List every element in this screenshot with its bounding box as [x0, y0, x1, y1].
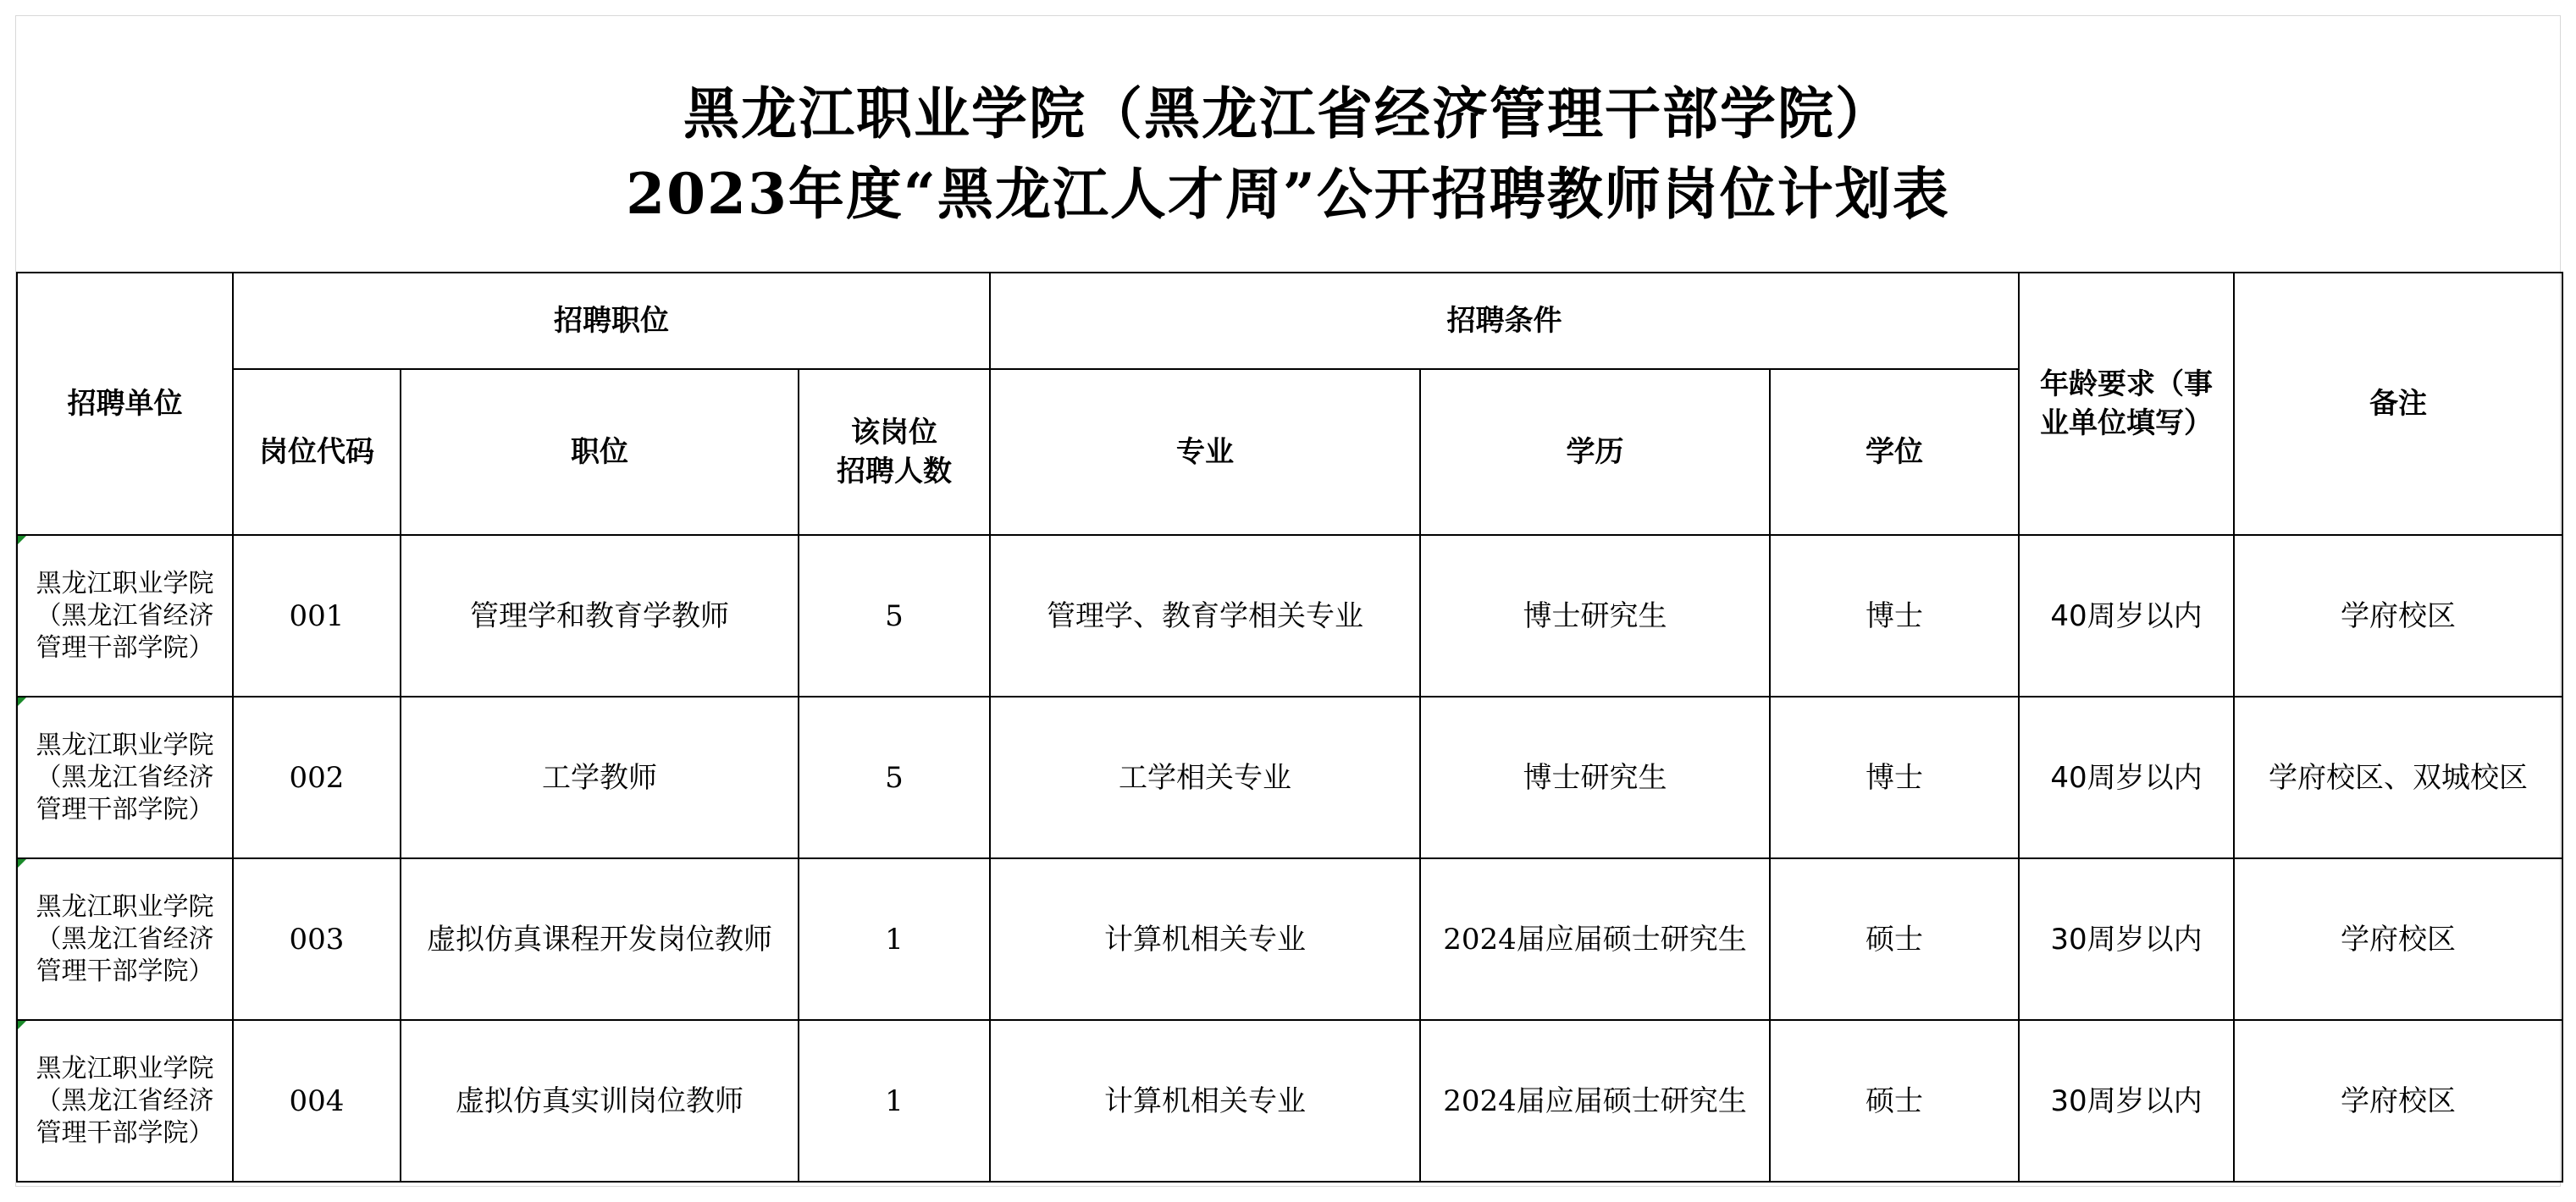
table-row	[17, 535, 2562, 697]
header-condition-group: 招聘条件	[990, 273, 2019, 369]
unit-line3: 管理干部学院）	[36, 956, 214, 986]
title-line-2: 2023年度“黑龙江人才周”公开招聘教师岗位计划表	[626, 161, 1950, 227]
header-remark: 备注	[2234, 273, 2562, 535]
cell-code: 001	[233, 535, 401, 697]
cell-major: 计算机相关专业	[990, 858, 1420, 1020]
cell-unit	[17, 535, 233, 697]
table-row	[17, 697, 2562, 858]
document-sheet	[15, 15, 2561, 1187]
cell-code: 003	[233, 858, 401, 1020]
header-count-line2: 招聘人数	[837, 455, 952, 488]
unit-line3: 管理干部学院）	[36, 632, 214, 663]
table-row	[17, 858, 2562, 1020]
cell-education: 2024届应届硕士研究生	[1420, 858, 1770, 1020]
cell-education: 2024届应届硕士研究生	[1420, 1020, 1770, 1182]
cell-age: 30周岁以内	[2019, 858, 2234, 1020]
recruitment-plan-table	[16, 272, 2563, 1183]
cell-age: 40周岁以内	[2019, 697, 2234, 858]
unit-line1: 黑龙江职业学院	[36, 568, 214, 598]
unit-line2: （黑龙江省经济	[36, 924, 214, 954]
cell-code: 002	[233, 697, 401, 858]
header-count-line1: 该岗位	[851, 416, 937, 449]
header-code: 岗位代码	[233, 369, 401, 535]
cell-position: 虚拟仿真课程开发岗位教师	[401, 858, 799, 1020]
cell-position: 虚拟仿真实训岗位教师	[401, 1020, 799, 1182]
cell-unit	[17, 697, 233, 858]
cell-remark: 学府校区	[2234, 858, 2562, 1020]
unit-line1: 黑龙江职业学院	[36, 891, 214, 922]
cell-age: 40周岁以内	[2019, 535, 2234, 697]
header-position: 职位	[401, 369, 799, 535]
cell-count: 1	[799, 1020, 990, 1182]
header-major: 专业	[990, 369, 1420, 535]
cell-unit	[17, 1020, 233, 1182]
cell-major: 工学相关专业	[990, 697, 1420, 858]
cell-code: 004	[233, 1020, 401, 1182]
header-education: 学历	[1420, 369, 1770, 535]
cell-count: 5	[799, 535, 990, 697]
cell-major: 计算机相关专业	[990, 1020, 1420, 1182]
unit-line2: （黑龙江省经济	[36, 762, 214, 792]
unit-line1: 黑龙江职业学院	[36, 1053, 214, 1083]
header-unit: 招聘单位	[17, 273, 233, 535]
cell-count: 5	[799, 697, 990, 858]
cell-unit	[17, 858, 233, 1020]
header-age-line2: 业单位填写）	[2040, 406, 2213, 440]
cell-education: 博士研究生	[1420, 535, 1770, 697]
cell-position: 管理学和教育学教师	[401, 535, 799, 697]
unit-line2: （黑龙江省经济	[36, 1085, 214, 1116]
title-line-1: 黑龙江职业学院（黑龙江省经济管理干部学院）	[683, 80, 1893, 146]
unit-line3: 管理干部学院）	[36, 1117, 214, 1148]
cell-count: 1	[799, 858, 990, 1020]
header-count	[799, 369, 990, 535]
header-position-group: 招聘职位	[233, 273, 990, 369]
header-age-line1: 年龄要求（事	[2040, 367, 2213, 401]
cell-education: 博士研究生	[1420, 697, 1770, 858]
unit-line1: 黑龙江职业学院	[36, 730, 214, 760]
unit-line2: （黑龙江省经济	[36, 600, 214, 631]
header-degree: 学位	[1770, 369, 2019, 535]
cell-remark: 学府校区	[2234, 1020, 2562, 1182]
cell-degree: 硕士	[1770, 858, 2019, 1020]
cell-position: 工学教师	[401, 697, 799, 858]
cell-remark: 学府校区、双城校区	[2234, 697, 2562, 858]
cell-major: 管理学、教育学相关专业	[990, 535, 1420, 697]
cell-remark: 学府校区	[2234, 535, 2562, 697]
page-title	[16, 16, 2560, 270]
cell-degree: 博士	[1770, 535, 2019, 697]
header-age	[2019, 273, 2234, 535]
table-row	[17, 1020, 2562, 1182]
cell-age: 30周岁以内	[2019, 1020, 2234, 1182]
cell-degree: 硕士	[1770, 1020, 2019, 1182]
unit-line3: 管理干部学院）	[36, 794, 214, 824]
cell-degree: 博士	[1770, 697, 2019, 858]
